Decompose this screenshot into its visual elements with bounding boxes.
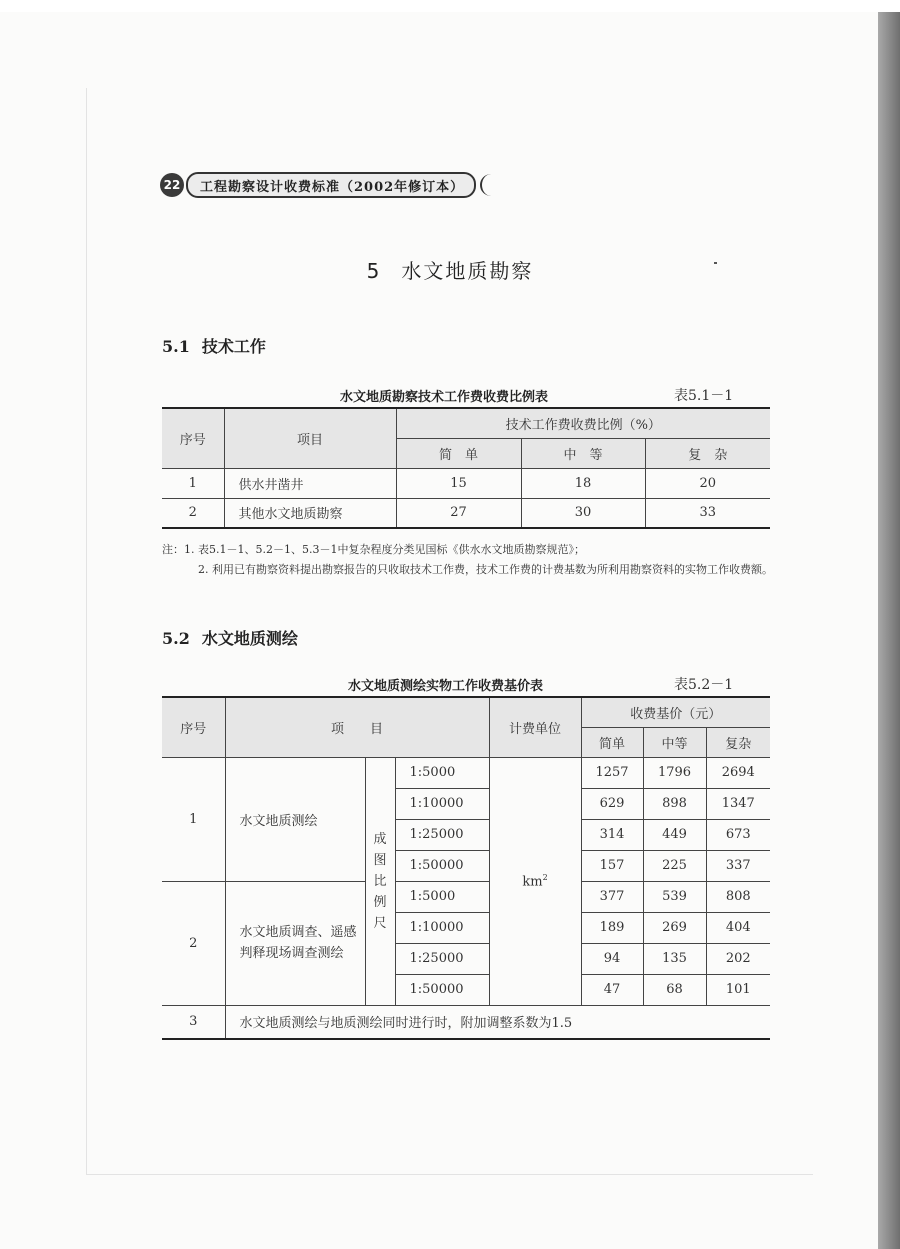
price-complex: 101 (706, 974, 770, 1005)
running-header (160, 172, 496, 198)
scale: 1:25000 (395, 819, 489, 850)
price-complex: 2694 (706, 757, 770, 788)
header-item: 项目 (224, 408, 396, 468)
price-simple: 1257 (581, 757, 643, 788)
section-title: 水文地质测绘 (201, 629, 298, 648)
row-seq: 2 (162, 498, 224, 528)
section-heading-5-2 (162, 626, 298, 649)
header-ornament (480, 174, 496, 196)
section-number: 5.2 (162, 629, 190, 648)
section-heading-5-1 (162, 334, 266, 357)
row-seq: 1 (162, 468, 224, 498)
price-medium: 539 (643, 881, 706, 912)
header-simple: 简单 (581, 727, 643, 757)
row-note: 水文地质测绘与地质测绘同时进行时，附加调整系数为1.5 (225, 1005, 770, 1039)
table-caption: 水文地质测绘实物工作收费基价表 (348, 679, 544, 694)
page-number: 22 (160, 173, 184, 197)
table-caption: 水文地质勘察技术工作费收费比例表 (340, 390, 549, 405)
group-item: 水文地质测绘 (225, 757, 365, 881)
header-medium: 中等 (643, 727, 706, 757)
header-medium: 中 等 (521, 438, 645, 468)
table-row (162, 881, 770, 912)
section-title: 技术工作 (201, 337, 266, 356)
scale: 1:25000 (395, 943, 489, 974)
table-notes (162, 540, 776, 580)
chapter-title (0, 255, 900, 284)
header-seq: 序号 (162, 697, 225, 757)
note-2: 2. 利用已有勘察资料提出勘察报告的只收取技术工作费，技术工作费的计费基数为所利用勘察资料的实物工作收费额。 (198, 563, 773, 576)
group-item: 水文地质调查、遥感判释现场调查测绘 (225, 881, 365, 1005)
scan-top-margin (0, 0, 900, 12)
row-item: 供水井凿井 (224, 468, 396, 498)
table-number: 表5.2－1 (674, 677, 734, 693)
header-item: 项 目 (225, 697, 489, 757)
price-simple: 189 (581, 912, 643, 943)
header-complex: 复 杂 (645, 438, 770, 468)
section-number: 5.1 (162, 337, 190, 356)
header-complex: 复杂 (706, 727, 770, 757)
value-medium: 18 (521, 468, 645, 498)
value-complex: 33 (645, 498, 770, 528)
table-row (162, 468, 770, 498)
price-simple: 94 (581, 943, 643, 974)
chapter-name: 水文地质勘察 (401, 259, 534, 283)
scale-label-text: 成 图 比 例 尺 (373, 831, 387, 931)
technical-work-fee-table (162, 407, 770, 529)
header-seq: 序号 (162, 408, 224, 468)
header-simple: 简 单 (396, 438, 521, 468)
price-medium: 225 (643, 850, 706, 881)
price-medium: 269 (643, 912, 706, 943)
value-simple: 15 (396, 468, 521, 498)
scan-right-edge (878, 12, 900, 1249)
table-header-row (162, 408, 770, 438)
table-header-row (162, 697, 770, 727)
price-medium: 68 (643, 974, 706, 1005)
print-mark (714, 262, 717, 264)
table-number: 表5.1－1 (674, 388, 734, 404)
book-title: 工程勘察设计收费标准（2002年修订本） (186, 172, 476, 198)
note-1: 注：1. 表5.1－1、5.2－1、5.3－1中复杂程度分类见国标《供水水文地质勘察规范》； (162, 543, 585, 556)
table-row (162, 498, 770, 528)
price-medium: 449 (643, 819, 706, 850)
scale: 1:50000 (395, 974, 489, 1005)
price-simple: 47 (581, 974, 643, 1005)
table-row (162, 757, 770, 788)
scale: 1:10000 (395, 912, 489, 943)
price-medium: 898 (643, 788, 706, 819)
price-medium: 1796 (643, 757, 706, 788)
price-complex: 673 (706, 819, 770, 850)
price-medium: 135 (643, 943, 706, 974)
price-complex: 202 (706, 943, 770, 974)
scale: 1:50000 (395, 850, 489, 881)
price-simple: 314 (581, 819, 643, 850)
group-seq: 1 (162, 757, 225, 881)
scale: 1:5000 (395, 757, 489, 788)
price-simple: 157 (581, 850, 643, 881)
value-simple: 27 (396, 498, 521, 528)
value-complex: 20 (645, 468, 770, 498)
header-unit: 计费单位 (489, 697, 581, 757)
price-complex: 337 (706, 850, 770, 881)
price-complex: 404 (706, 912, 770, 943)
price-complex: 1347 (706, 788, 770, 819)
hydrogeology-mapping-price-table (162, 696, 770, 1040)
table-row-final (162, 1005, 770, 1039)
unit: $km^2$ (489, 757, 581, 1005)
row-seq: 3 (162, 1005, 225, 1039)
header-base-price: 收费基价（元） (581, 697, 770, 727)
header-fee-ratio: 技术工作费收费比例（%） (396, 408, 770, 438)
price-simple: 377 (581, 881, 643, 912)
value-medium: 30 (521, 498, 645, 528)
group-seq: 2 (162, 881, 225, 1005)
note-label: 注： (162, 543, 184, 556)
scale: 1:5000 (395, 881, 489, 912)
scale: 1:10000 (395, 788, 489, 819)
scale-label (365, 757, 395, 1005)
row-item: 其他水文地质勘察 (224, 498, 396, 528)
chapter-number: 5 (366, 259, 382, 283)
price-complex: 808 (706, 881, 770, 912)
price-simple: 629 (581, 788, 643, 819)
